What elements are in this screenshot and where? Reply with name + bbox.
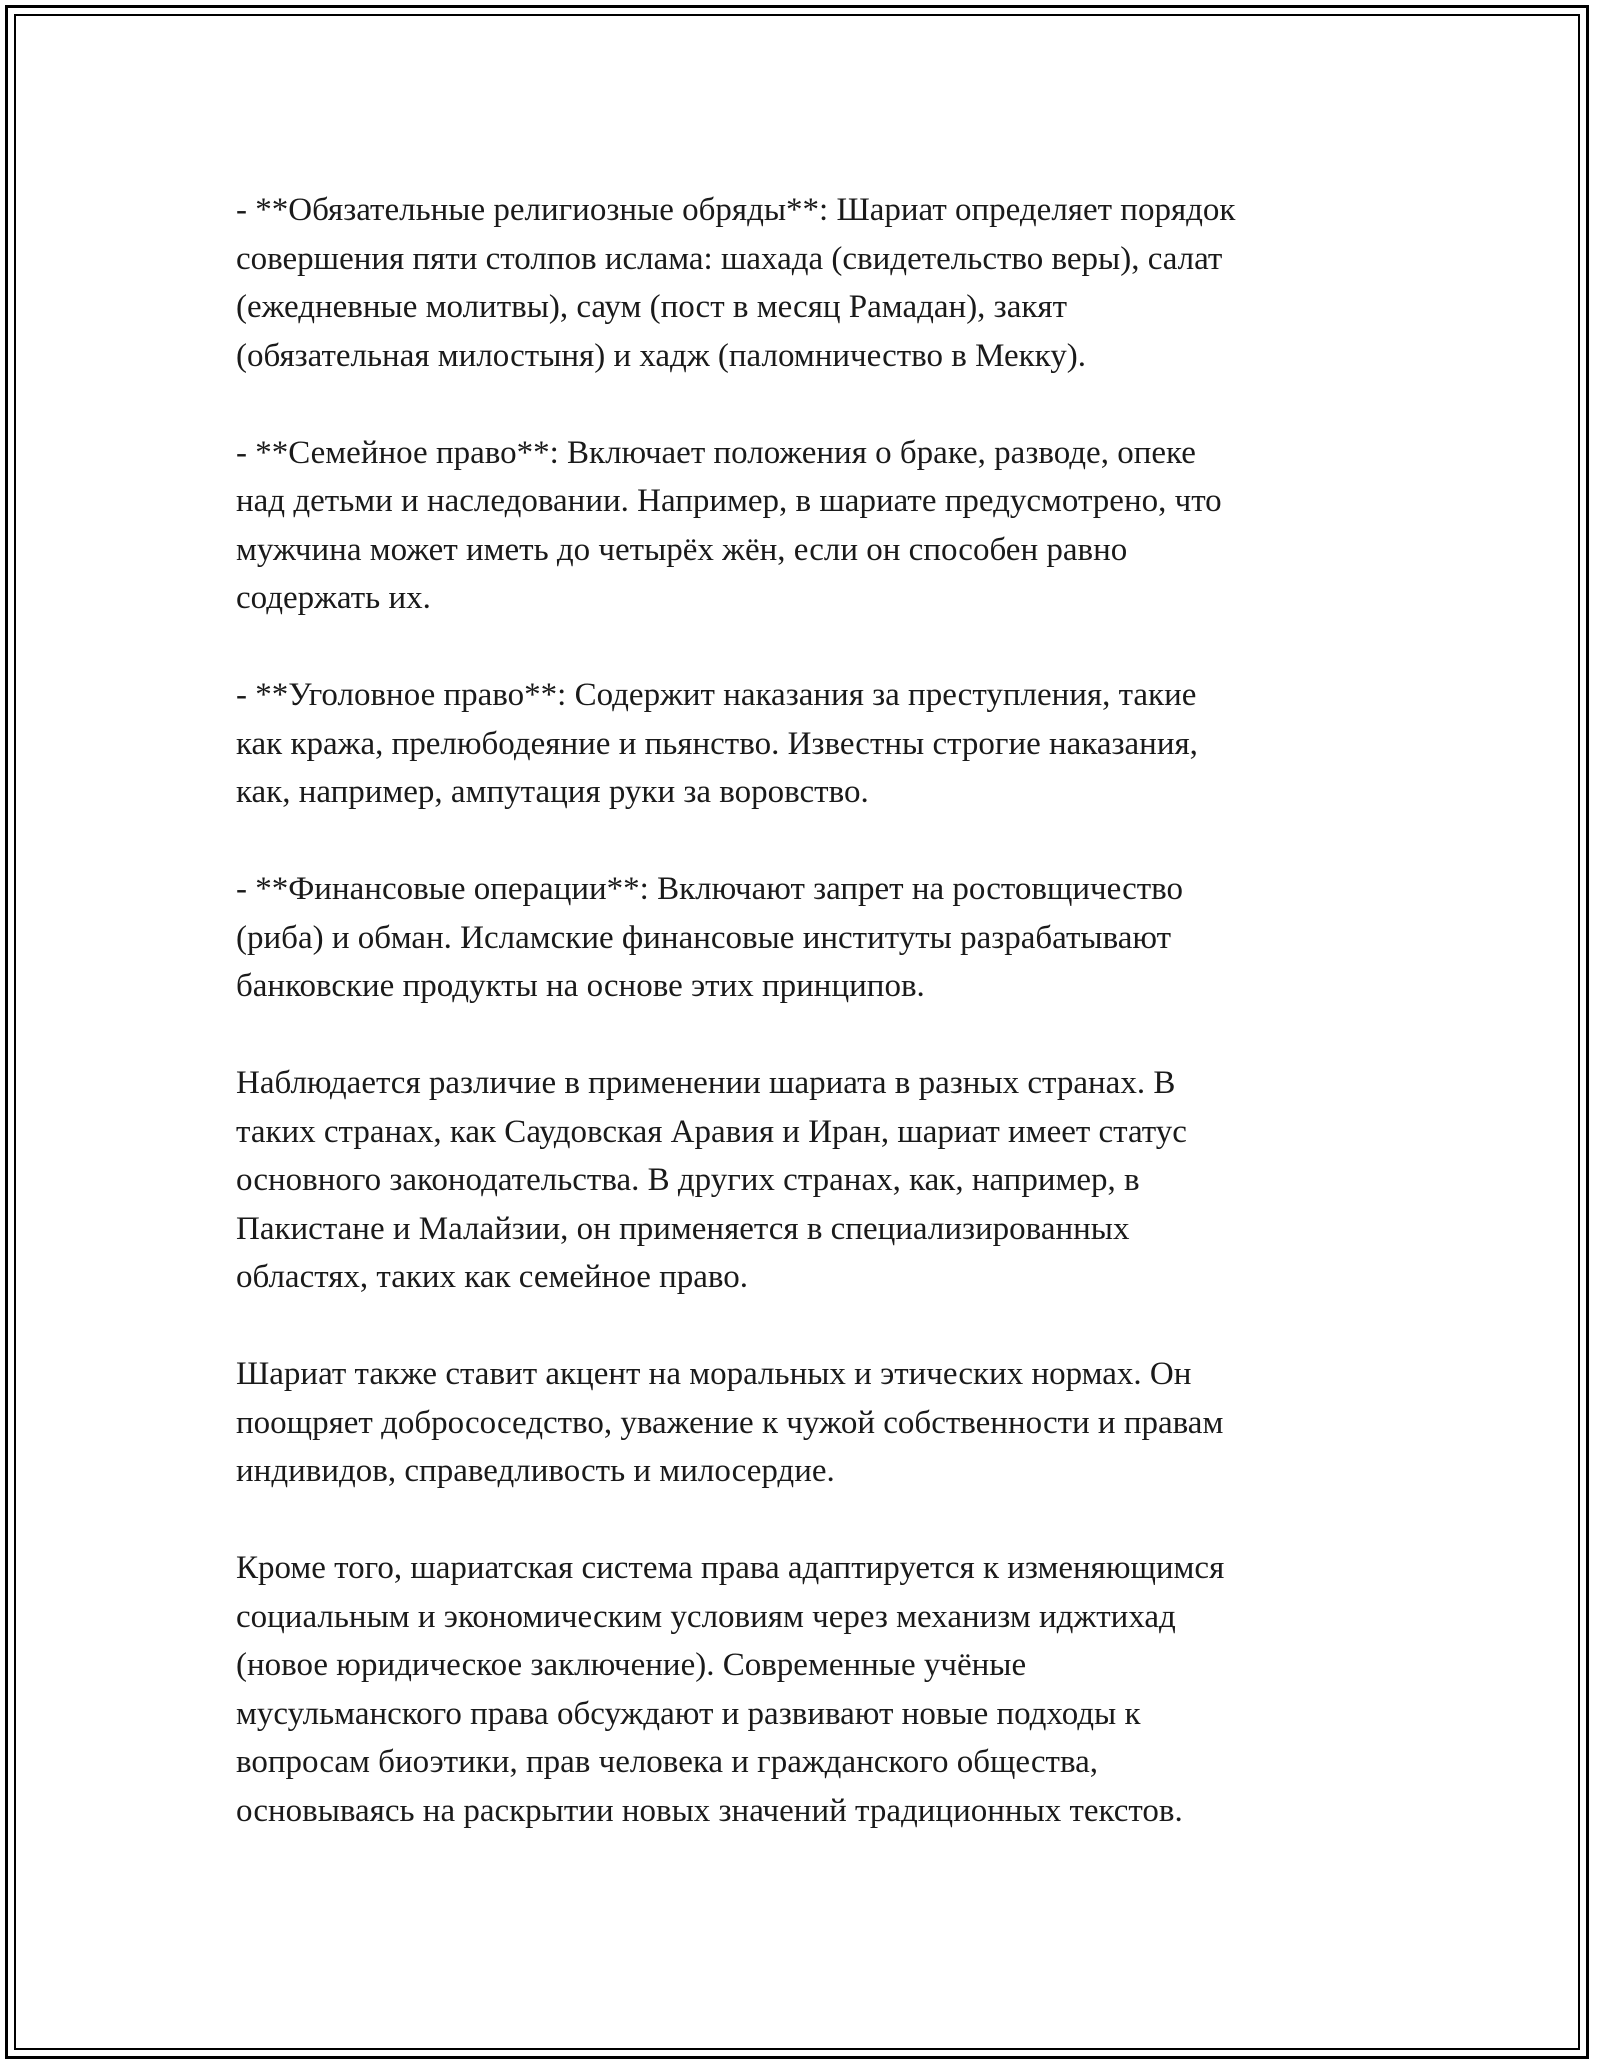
paragraph-family-law: - **Семейное право**: Включает положения о браке, разводе, опеке над детьми и наследовании. Например, в шариате предусмотрено, что мужчина может иметь до четырёх жён, если он способен равно содержать их. <box>236 434 1222 616</box>
paragraph-moral-norms: Шариат также ставит акцент на моральных и этических нормах. Он поощряет добрососедство, уважение к чужой собственности и правам индивидов, справедливость и милосердие. <box>236 1356 1224 1489</box>
document-body <box>236 186 1366 1884</box>
paragraph-financial-operations: - **Финансовые операции**: Включают запрет на ростовщичество (риба) и обман. Исламские финансовые институты разрабатывают банковские продукты на основе этих принципов. <box>236 871 1184 1004</box>
paragraph-application-differences: Наблюдается различие в применении шариата в разных странах. В таких странах, как Саудовская Аравия и Иран, шариат имеет статус основного законодательства. В других странах, как, например, в Пакистане и Малайзии, он применяется в специализированных областях, таких как семейное право. <box>236 1065 1187 1295</box>
paragraph-religious-rites: - **Обязательные религиозные обряды**: Шариат определяет порядок совершения пяти столпов ислама: шахада (свидетельство веры), салат (ежедневные молитвы), саум (пост в месяц Рамадан), закят (обязательная милостыня) и хадж (паломничество в Мекку). <box>236 192 1236 374</box>
paragraph-criminal-law: - **Уголовное право**: Содержит наказания за преступления, такие как кража, прелюбодеяние и пьянство. Известны строгие наказания, как, например, ампутация руки за воровство. <box>236 677 1198 810</box>
paragraph-adaptation-ijtihad: Кроме того, шариатская система права адаптируется к изменяющимся социальным и экономическим условиям через механизм иджтихад (новое юридическое заключение). Современные учёные мусульманского права обсуждают и развивают новые подходы к вопросам биоэтики, прав человека и гражданского общества, основываясь на раскрытии новых значений традиционных текстов. <box>236 1550 1225 1829</box>
